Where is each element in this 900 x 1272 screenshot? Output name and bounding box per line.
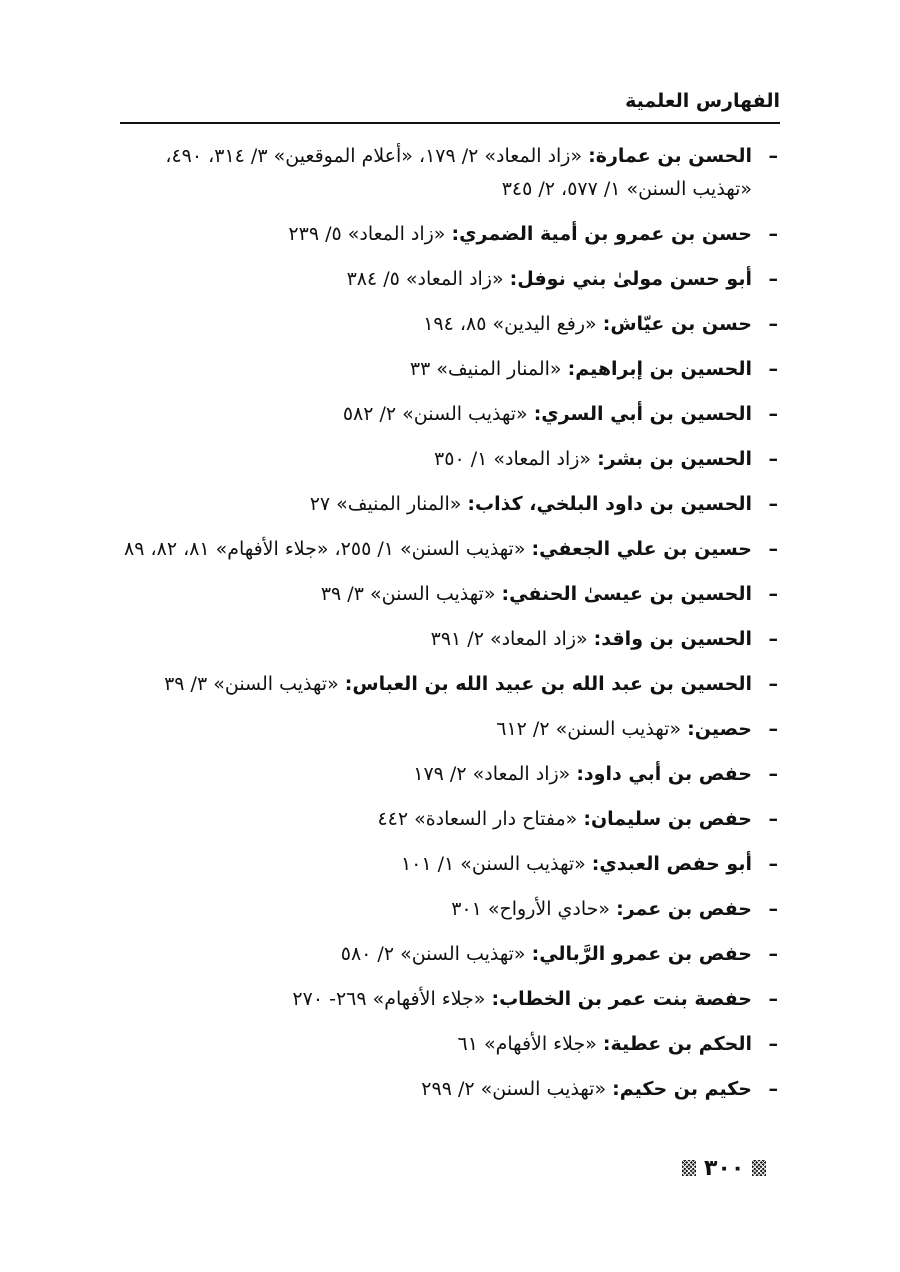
entry-name: حسن بن عمرو بن أمية الضمري:	[451, 223, 752, 245]
index-entry	[122, 623, 778, 656]
dash-icon: –	[768, 448, 778, 470]
entry-name: حفص بن عمرو الرَّبالي:	[531, 943, 752, 965]
entry-refs: «زاد المعاد» ٥/ ٣٨٤	[346, 268, 504, 290]
entry-refs: «رفع اليدين» ٨٥، ١٩٤	[423, 313, 597, 335]
entry-name: حسين بن علي الجعفي:	[531, 538, 752, 560]
index-entry	[122, 353, 778, 386]
index-entry	[122, 1073, 778, 1106]
entry-refs: «تهذيب السنن» ٢/ ٥٨٠	[340, 943, 526, 965]
entry-name: الحسين بن عيسىٰ الحنفي:	[501, 583, 752, 605]
entry-name: الحكم بن عطية:	[602, 1033, 752, 1055]
entry-refs: «تهذيب السنن» ٣/ ٣٩	[164, 673, 339, 695]
entry-refs: «تهذيب السنن» ٢/ ٢٩٩	[421, 1078, 607, 1100]
entry-name: الحسين بن بشر:	[597, 448, 752, 470]
index-entry	[122, 488, 778, 521]
dash-icon: –	[768, 898, 778, 920]
entry-name: حفصة بنت عمر بن الخطاب:	[491, 988, 752, 1010]
entry-refs: «حادي الأرواح» ٣٠١	[451, 898, 611, 920]
entry-refs: «المنار المنيف» ٣٣	[409, 358, 562, 380]
entry-refs: «مفتاح دار السعادة» ٤٤٢	[377, 808, 578, 830]
index-entry	[122, 848, 778, 881]
dash-icon: –	[768, 358, 778, 380]
dash-icon: –	[768, 145, 778, 167]
running-header	[120, 86, 780, 124]
entry-name: حكيم بن حكيم:	[612, 1078, 752, 1100]
dash-icon: –	[768, 493, 778, 515]
dash-icon: –	[768, 628, 778, 650]
dash-icon: –	[768, 853, 778, 875]
dash-icon: –	[768, 403, 778, 425]
ornament-right-icon	[752, 1160, 766, 1176]
entry-refs: «زاد المعاد» ١/ ٣٥٠	[434, 448, 592, 470]
dash-icon: –	[768, 943, 778, 965]
index-entry	[122, 983, 778, 1016]
entry-name: الحسن بن عمارة:	[588, 145, 752, 167]
index-entry	[122, 443, 778, 476]
dash-icon: –	[768, 1078, 778, 1100]
entry-refs: «تهذيب السنن» ٢/ ٦١٢	[496, 718, 682, 740]
entry-name: حفص بن عمر:	[616, 898, 752, 920]
index-entry	[122, 803, 778, 836]
index-entry	[122, 1028, 778, 1061]
entry-name: الحسين بن عبد الله بن عبيد الله بن العباس:	[344, 673, 752, 695]
entry-name: الحسين بن إبراهيم:	[567, 358, 752, 380]
page-number: ٣٠٠	[704, 1155, 745, 1181]
entry-refs: «تهذيب السنن» ٢/ ٥٨٢	[342, 403, 528, 425]
index-entry	[122, 140, 778, 206]
dash-icon: –	[768, 808, 778, 830]
index-entry	[122, 758, 778, 791]
index-entry	[122, 308, 778, 341]
entry-refs: «زاد المعاد» ٢/ ١٧٩، «أعلام الموقعين» ٣/ ٣١٤، ٤٩٠، «تهذيب السنن» ١/ ٥٧٧، ٢/ ٣٤٥	[165, 145, 752, 200]
index-entry	[122, 578, 778, 611]
entry-name: حسن بن عيّاش:	[602, 313, 752, 335]
entry-name: حصين:	[687, 718, 752, 740]
entry-name: حفص بن سليمان:	[583, 808, 752, 830]
dash-icon: –	[768, 1033, 778, 1055]
running-header-title: الفهارس العلمية	[625, 90, 780, 112]
entry-refs: «المنار المنيف» ٢٧	[309, 493, 462, 515]
index-entry	[122, 668, 778, 701]
dash-icon: –	[768, 313, 778, 335]
entry-refs: «تهذيب السنن» ١/ ٢٥٥، «جلاء الأفهام» ٨١، ٨٢، ٨٩	[124, 538, 526, 560]
index-entry	[122, 398, 778, 431]
dash-icon: –	[768, 223, 778, 245]
index-entry	[122, 263, 778, 296]
dash-icon: –	[768, 268, 778, 290]
entry-name: الحسين بن أبي السري:	[533, 403, 752, 425]
entry-refs: «زاد المعاد» ٢/ ١٧٩	[413, 763, 571, 785]
index-entry	[122, 893, 778, 926]
entry-name: أبو حسن مولىٰ بني نوفل:	[509, 268, 752, 290]
entry-refs: «جلاء الأفهام» ٢٦٩- ٢٧٠	[292, 988, 486, 1010]
entry-name: الحسين بن داود البلخي، كذاب:	[467, 493, 752, 515]
page-footer	[682, 1150, 766, 1186]
index-entry	[122, 713, 778, 746]
entry-refs: «تهذيب السنن» ٣/ ٣٩	[320, 583, 496, 605]
dash-icon: –	[768, 538, 778, 560]
dash-icon: –	[768, 718, 778, 740]
index-entry	[122, 533, 778, 566]
entry-refs: «تهذيب السنن» ١/ ١٠١	[400, 853, 586, 875]
index-entries	[122, 140, 778, 1118]
dash-icon: –	[768, 673, 778, 695]
entry-name: أبو حفص العبدي:	[591, 853, 752, 875]
index-entry	[122, 218, 778, 251]
dash-icon: –	[768, 988, 778, 1010]
dash-icon: –	[768, 763, 778, 785]
entry-name: الحسين بن واقد:	[593, 628, 752, 650]
entry-refs: «زاد المعاد» ٥/ ٢٣٩	[288, 223, 446, 245]
entry-refs: «زاد المعاد» ٢/ ٣٩١	[430, 628, 588, 650]
index-entry	[122, 938, 778, 971]
ornament-left-icon	[682, 1160, 696, 1176]
entry-name: حفص بن أبي داود:	[576, 763, 752, 785]
entry-refs: «جلاء الأفهام» ٦١	[457, 1033, 597, 1055]
dash-icon: –	[768, 583, 778, 605]
